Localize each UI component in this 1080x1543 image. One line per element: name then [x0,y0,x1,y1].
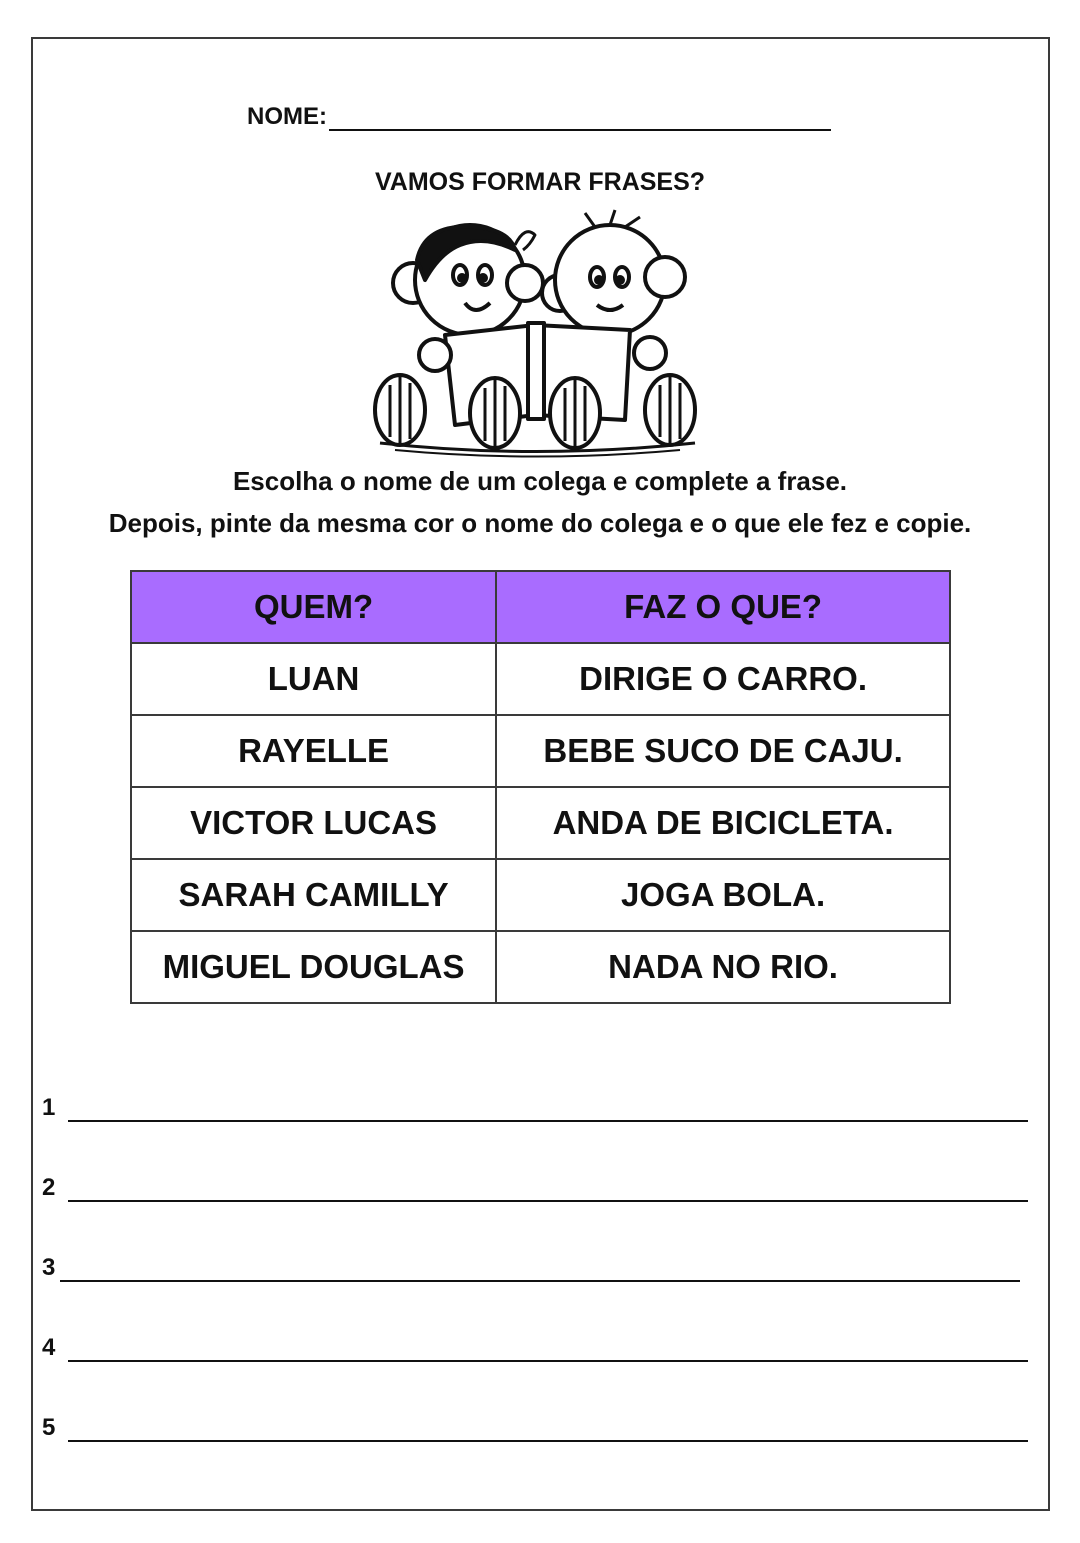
table-header-row [131,571,950,643]
cell-name[interactable]: MIGUEL DOUGLAS [131,931,496,1003]
cell-action[interactable]: ANDA DE BICICLETA. [496,787,950,859]
cell-action[interactable]: JOGA BOLA. [496,859,950,931]
header-what: FAZ O QUE? [496,571,950,643]
name-blank-line[interactable] [329,103,831,131]
cell-action[interactable]: NADA NO RIO. [496,931,950,1003]
answer-number: 4 [42,1334,56,1361]
answer-blank[interactable] [68,1338,1028,1362]
answer-blank[interactable] [68,1178,1028,1202]
answer-blank[interactable] [68,1418,1028,1442]
answer-number: 3 [42,1254,56,1281]
answer-line-1 [42,1094,1028,1122]
table-row [131,931,950,1003]
table-row [131,787,950,859]
answer-number: 1 [42,1094,56,1121]
answer-line-4 [42,1334,1028,1362]
header-who: QUEM? [131,571,496,643]
answer-line-2 [42,1174,1028,1202]
name-label: NOME: [247,103,327,130]
answer-number: 2 [42,1174,56,1201]
answer-line-3 [42,1254,1020,1282]
name-field [247,103,831,131]
answer-blank[interactable] [60,1258,1020,1282]
answer-number: 5 [42,1414,56,1441]
cell-action[interactable]: DIRIGE O CARRO. [496,643,950,715]
cell-name[interactable]: RAYELLE [131,715,496,787]
table-row [131,643,950,715]
cell-name[interactable]: VICTOR LUCAS [131,787,496,859]
answer-blank[interactable] [68,1098,1028,1122]
page-title: VAMOS FORMAR FRASES? [374,168,706,196]
cell-name[interactable]: SARAH CAMILLY [131,859,496,931]
cell-name[interactable]: LUAN [131,643,496,715]
two-kids-reading-book-icon [365,205,710,460]
answer-line-5 [42,1414,1028,1442]
word-table [130,570,951,1004]
instruction-line-1: Escolha o nome de um colega e complete a frase. [232,466,848,496]
table-row [131,715,950,787]
instruction-line-2: Depois, pinte da mesma cor o nome do colega e o que ele fez e copie. [108,508,972,538]
cell-action[interactable]: BEBE SUCO DE CAJU. [496,715,950,787]
table-row [131,859,950,931]
